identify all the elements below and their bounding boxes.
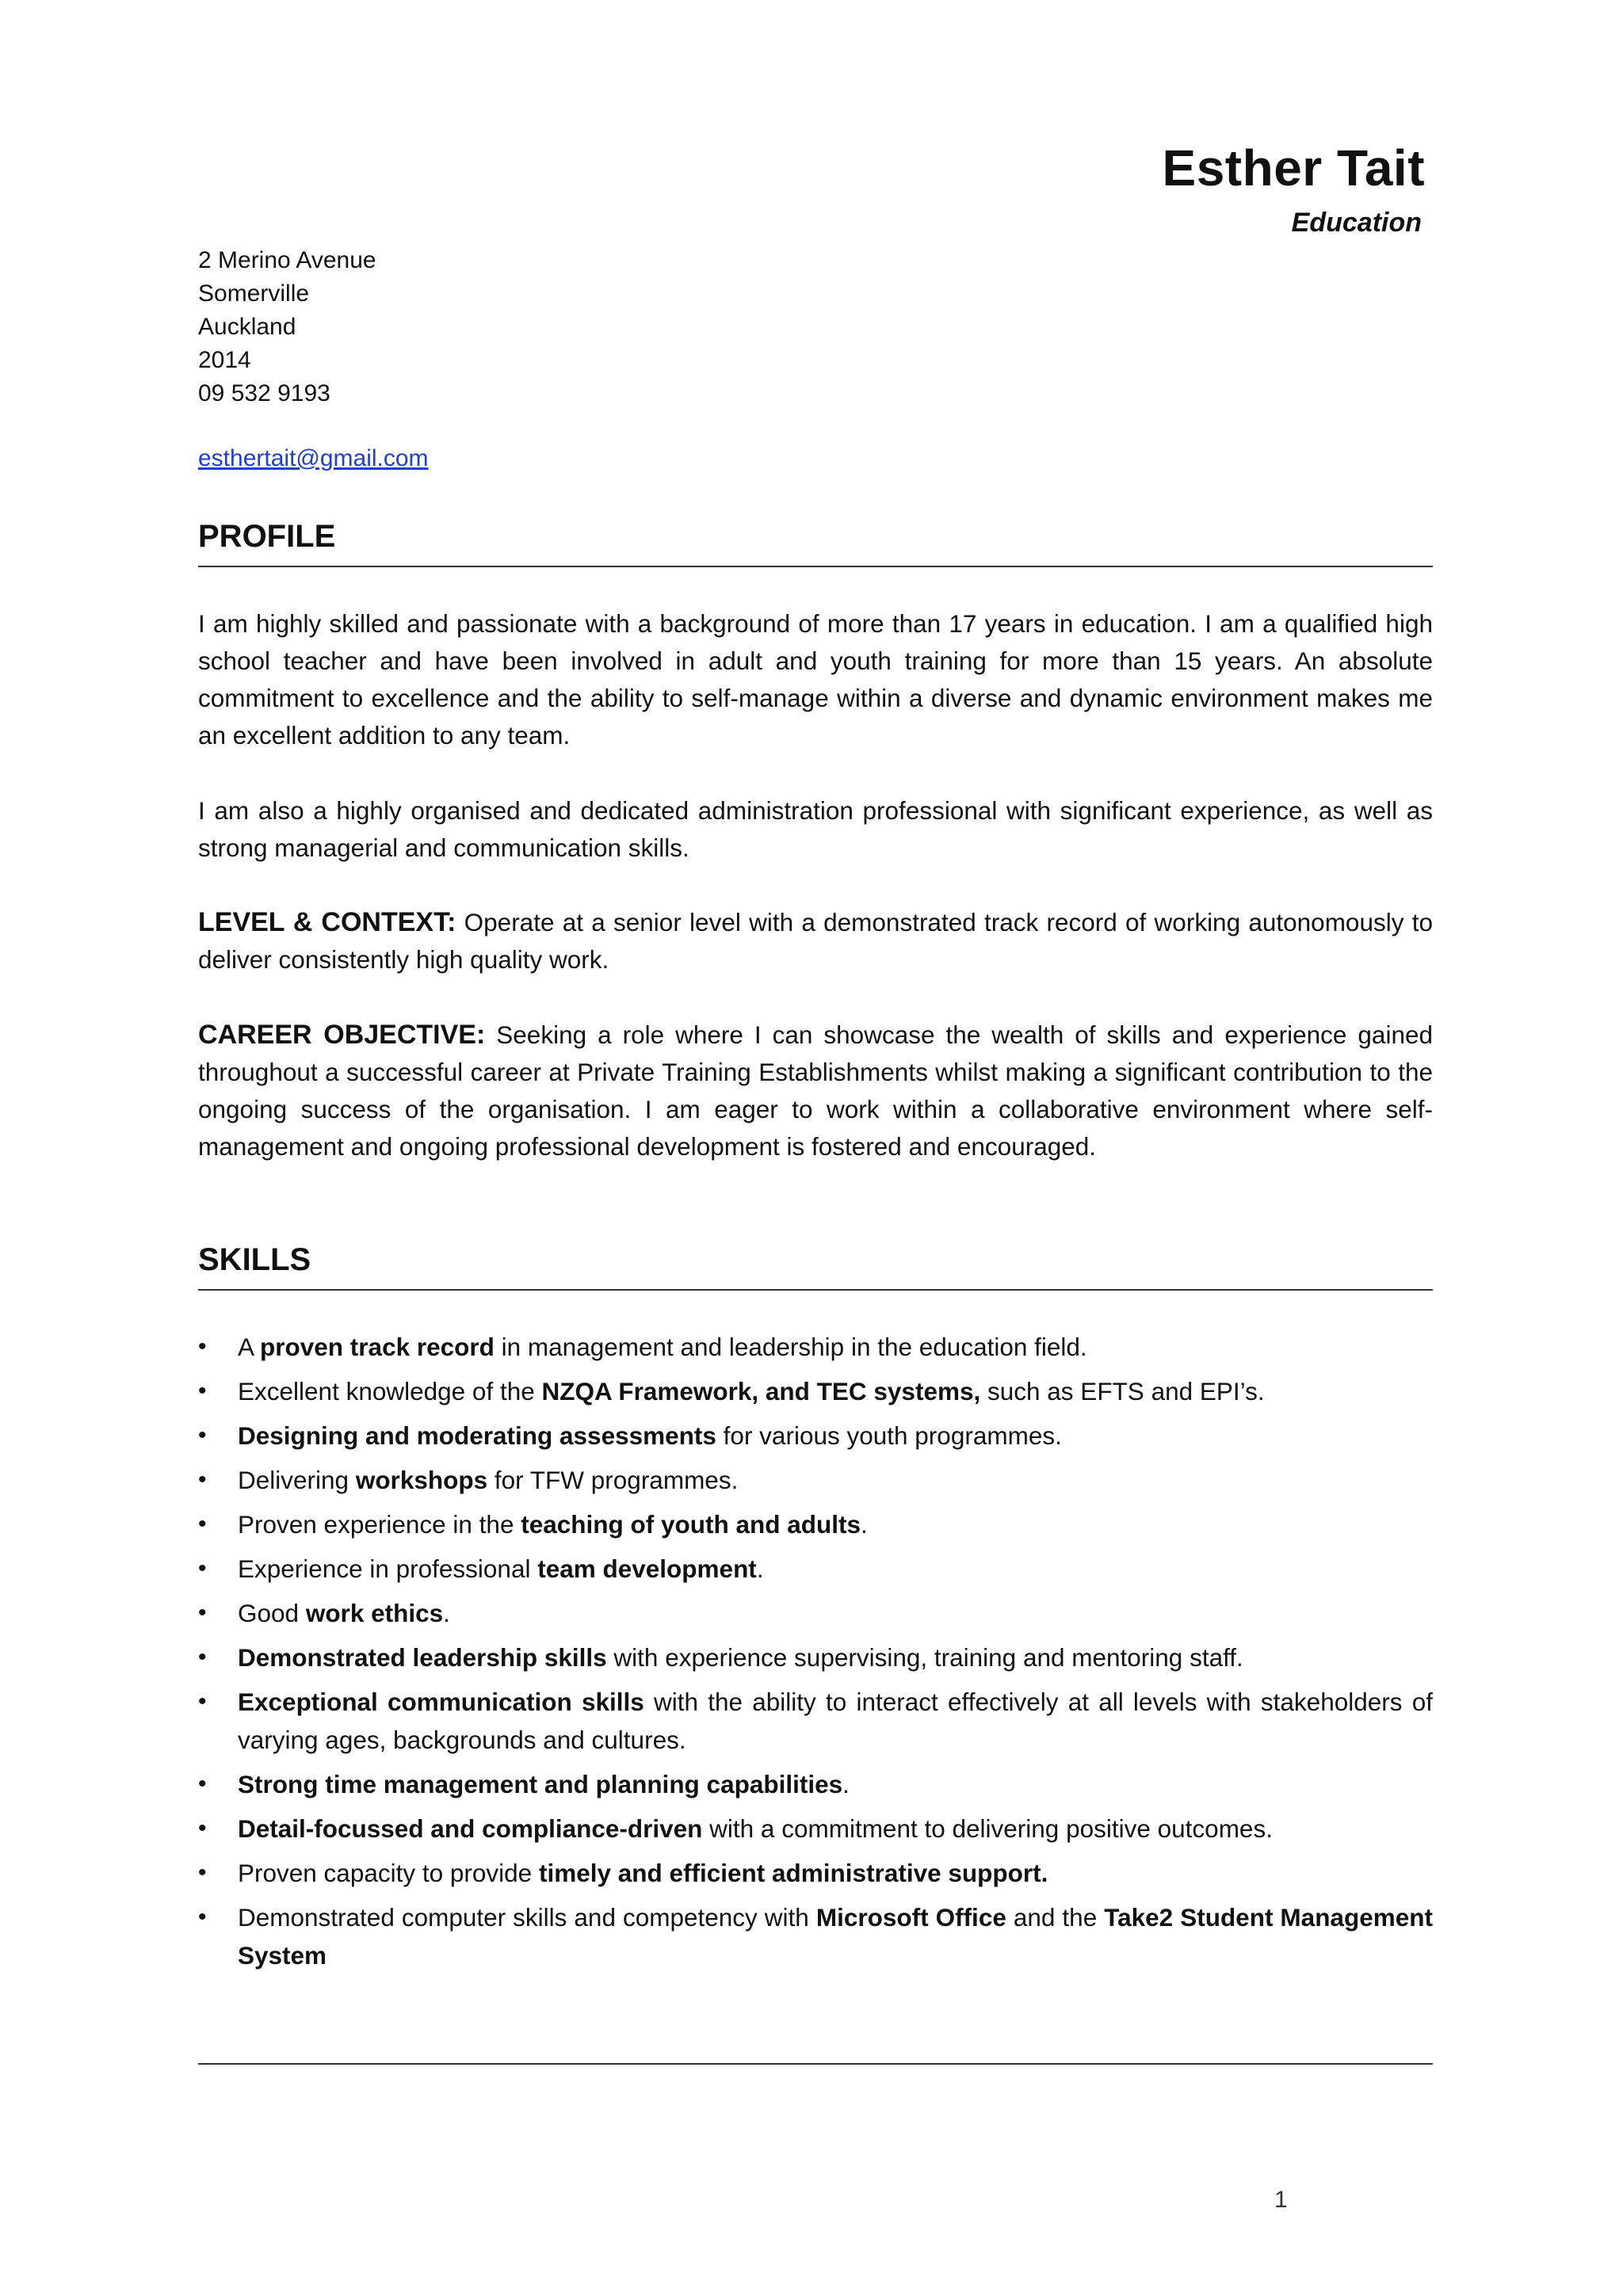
level-context-text: Operate at a senior level with a demonstrated track record of working autonomously to deliver consistently high quality work.: [198, 908, 1433, 974]
profile-paragraph-2: I am also a highly organised and dedicated administration professional with significant experience, as well as strong managerial and communication skills.: [198, 796, 1433, 862]
skill-item: • Proven capacity to provide timely and efficient administrative support.: [198, 1854, 1433, 1892]
skill-item: • Detail-focussed and compliance-driven with a commitment to delivering positive outcomes.: [198, 1810, 1433, 1848]
skill-item: • Exceptional communication skills with the ability to interact effectively at all levels with stakeholders of varying ages, backgrounds and cultures.: [198, 1683, 1433, 1759]
profile-divider: [198, 566, 1433, 567]
skill-item: • Demonstrated computer skills and competency with Microsoft Office and the Take2 Student Management System: [198, 1898, 1433, 1974]
skills-list: [198, 1328, 1433, 1981]
skill-item: • Experience in professional team development.: [198, 1550, 1433, 1588]
bullet-icon: •: [198, 1688, 207, 1714]
bullet-icon: •: [198, 1904, 207, 1930]
candidate-role: Education: [1291, 208, 1422, 238]
bullet-icon: •: [198, 1333, 207, 1360]
address-line: 2 Merino Avenue: [198, 247, 376, 273]
candidate-name: Esther Tait: [1162, 139, 1425, 196]
skill-item: • Excellent knowledge of the NZQA Framework, and TEC systems, such as EFTS and EPI’s.: [198, 1372, 1433, 1410]
bullet-icon: •: [198, 1555, 207, 1581]
skill-item: • Good work ethics.: [198, 1594, 1433, 1632]
skill-item: • Proven experience in the teaching of youth and adults.: [198, 1505, 1433, 1543]
bullet-icon: •: [198, 1378, 207, 1404]
bullet-icon: •: [198, 1859, 207, 1886]
bullet-icon: •: [198, 1771, 207, 1797]
address-line: Somerville: [198, 280, 310, 307]
email-link[interactable]: esthertait@gmail.com: [198, 445, 429, 471]
skill-item: • Demonstrated leadership skills with experience supervising, training and mentoring staff.: [198, 1638, 1433, 1676]
career-objective-heading: CAREER OBJECTIVE:: [198, 1020, 486, 1050]
skills-divider: [198, 1289, 1433, 1291]
page-number: 1: [1274, 2187, 1288, 2213]
profile-heading: PROFILE: [198, 519, 336, 554]
bullet-icon: •: [198, 1815, 207, 1841]
bullet-icon: •: [198, 1600, 207, 1626]
skill-item: • Delivering workshops for TFW programmes.: [198, 1461, 1433, 1499]
bullet-icon: •: [198, 1422, 207, 1448]
skills-heading: SKILLS: [198, 1242, 311, 1277]
level-context-paragraph: [198, 904, 1433, 978]
bullet-icon: •: [198, 1644, 207, 1670]
phone-number: 09 532 9193: [198, 380, 330, 406]
skill-item: • A proven track record in management and leadership in the education field.: [198, 1328, 1433, 1366]
skill-item: • Designing and moderating assessments for various youth programmes.: [198, 1417, 1433, 1455]
skill-item: • Strong time management and planning capabilities.: [198, 1765, 1433, 1803]
address-line: 2014: [198, 347, 251, 373]
address-line: Auckland: [198, 314, 296, 340]
level-context-heading: LEVEL & CONTEXT:: [198, 907, 456, 937]
bullet-icon: •: [198, 1466, 207, 1493]
contact-address: [198, 244, 376, 410]
footer-divider: [198, 2063, 1433, 2065]
profile-paragraph-1: I am highly skilled and passionate with a background of more than 17 years in education. I am a qualified high school teacher and have been involved in adult and youth training for more than 15 years. An absolute commitment to excellence and the ability to self-manage within a diverse and dynamic environment makes me an excellent addition to any team.: [198, 609, 1433, 749]
career-objective-paragraph: [198, 1016, 1433, 1165]
bullet-icon: •: [198, 1511, 207, 1537]
career-objective-text: Seeking a role where I can showcase the wealth of skills and experience gained throughout a successful career at Private Training Establishments whilst making a significant contribution to the ongoing success of the organisation. I am eager to work within a collaborative environment where self-management and ongoing professional development is fostered and encouraged.: [198, 1020, 1433, 1161]
